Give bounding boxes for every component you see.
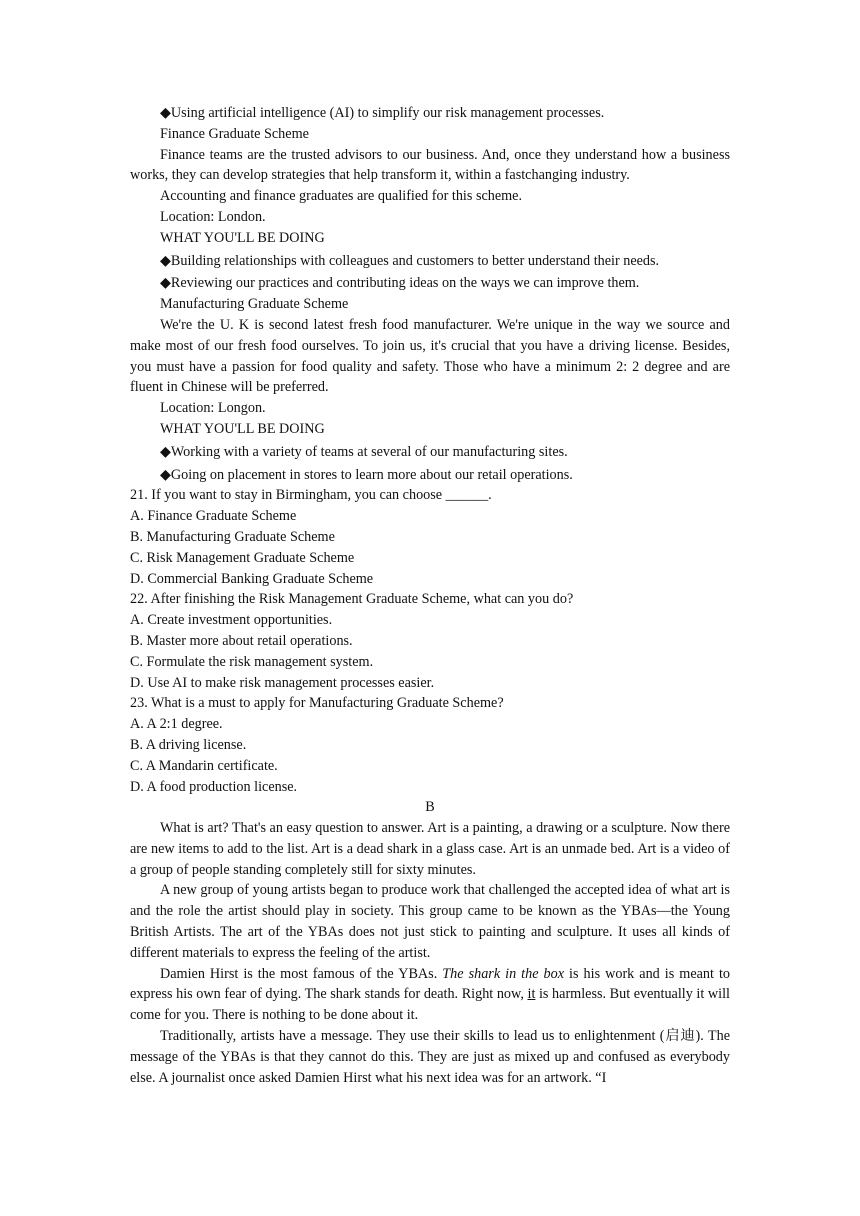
question-23-option-a: A. A 2:1 degree. xyxy=(130,716,223,733)
question-23-option-d: D. A food production license. xyxy=(130,778,298,795)
finance-bullet-1: ◆Building relationships with colleagues and customers to better understand their needs. xyxy=(160,252,660,269)
section-b-paragraph-3 xyxy=(130,964,730,1026)
finance-paragraph-2: Accounting and finance graduates are qualified for this scheme. xyxy=(160,188,523,205)
manufacturing-bullet-1: ◆Working with a variety of teams at several of our manufacturing sites. xyxy=(160,443,568,460)
manufacturing-bullet-2: ◆Going on placement in stores to learn more about our retail operations. xyxy=(160,466,573,483)
section-b-heading: B xyxy=(425,799,435,816)
finance-scheme-title: Finance Graduate Scheme xyxy=(160,125,309,142)
bullet-ai-risk: ◆Using artificial intelligence (AI) to simplify our risk management processes. xyxy=(160,105,605,121)
para3-text-c: is harmless. But eventually it will come for you. There is nothing to be done about it. xyxy=(130,986,730,1024)
manufacturing-location: Location: Longon. xyxy=(160,400,266,417)
manufacturing-doing-heading: WHAT YOU'LL BE DOING xyxy=(160,420,325,437)
question-21-option-d: D. Commercial Banking Graduate Scheme xyxy=(130,570,374,587)
question-21-option-c: C. Risk Management Graduate Scheme xyxy=(130,549,355,566)
question-21-option-a: A. Finance Graduate Scheme xyxy=(130,508,297,525)
manufacturing-paragraph-1: We're the U. K is second latest fresh food manufacturer. We're unique in the way we source and make most of our fresh food ourselves. To join us, it's crucial that you have a driving license. Besides, you must have a passion for food quality and safety. Those who have a minimum 2: 2 degree and are fluent in Chinese will be preferred. xyxy=(130,316,730,396)
question-23-option-b: B. A driving license. xyxy=(130,736,247,753)
question-22-option-d: D. Use AI to make risk management processes easier. xyxy=(130,674,435,691)
section-b-paragraph-2: A new group of young artists began to produce work that challenged the accepted idea of what art is and the role the artist should play in society. This group came to be known as the YBAs—the Young British Artists. The art of the YBAs does not just stick to painting and sculpture. It uses all kinds of different materials to express the feeling of the artist. xyxy=(130,882,730,961)
question-23-option-c: C. A Mandarin certificate. xyxy=(130,757,278,774)
question-22-stem: 22. After finishing the Risk Management Graduate Scheme, what can you do? xyxy=(130,591,574,608)
section-b-paragraph-4: Traditionally, artists have a message. They use their skills to lead us to enlightenment (启迪). The message of the YBAs is that they cannot do this. They are just as mixed up and confused as everybody else. A journalist once asked Damien Hirst what his next idea was for an artwork. “I xyxy=(130,1028,730,1086)
question-22-option-a: A. Create investment opportunities. xyxy=(130,612,333,629)
manufacturing-scheme-title: Manufacturing Graduate Scheme xyxy=(160,296,349,313)
finance-bullet-2: ◆Reviewing our practices and contributing ideas on the ways we can improve them. xyxy=(160,275,640,292)
artwork-title: The shark in the box xyxy=(442,965,565,982)
question-22-option-b: B. Master more about retail operations. xyxy=(130,632,353,649)
question-23-stem: 23. What is a must to apply for Manufacturing Graduate Scheme? xyxy=(130,695,504,712)
finance-doing-heading: WHAT YOU'LL BE DOING xyxy=(160,229,325,246)
question-22-option-c: C. Formulate the risk management system. xyxy=(130,653,374,670)
question-21-option-b: B. Manufacturing Graduate Scheme xyxy=(130,528,335,545)
question-21-stem: 21. If you want to stay in Birmingham, you can choose ______. xyxy=(130,487,492,504)
finance-paragraph-1: Finance teams are the trusted advisors to our business. And, once they understand how a business works, they can develop strategies that help transform it, within a fastchanging industry. xyxy=(130,146,730,184)
para3-text-b: is his work and is meant to express his own fear of dying. The shark stands for death. Right now, xyxy=(130,965,730,1003)
underlined-word: it xyxy=(527,986,536,1003)
section-b-paragraph-1: What is art? That's an easy question to answer. Art is a painting, a drawing or a sculpture. Now there are new items to add to the list. Art is a dead shark in a glass case. Art is an unmade bed. Art is a video of a group of people standing completely still for sixty minutes. xyxy=(130,820,730,878)
para3-text-a: Damien Hirst is the most famous of the YBAs. xyxy=(160,965,443,982)
document-page xyxy=(130,103,730,1088)
finance-location: Location: London. xyxy=(160,208,266,225)
